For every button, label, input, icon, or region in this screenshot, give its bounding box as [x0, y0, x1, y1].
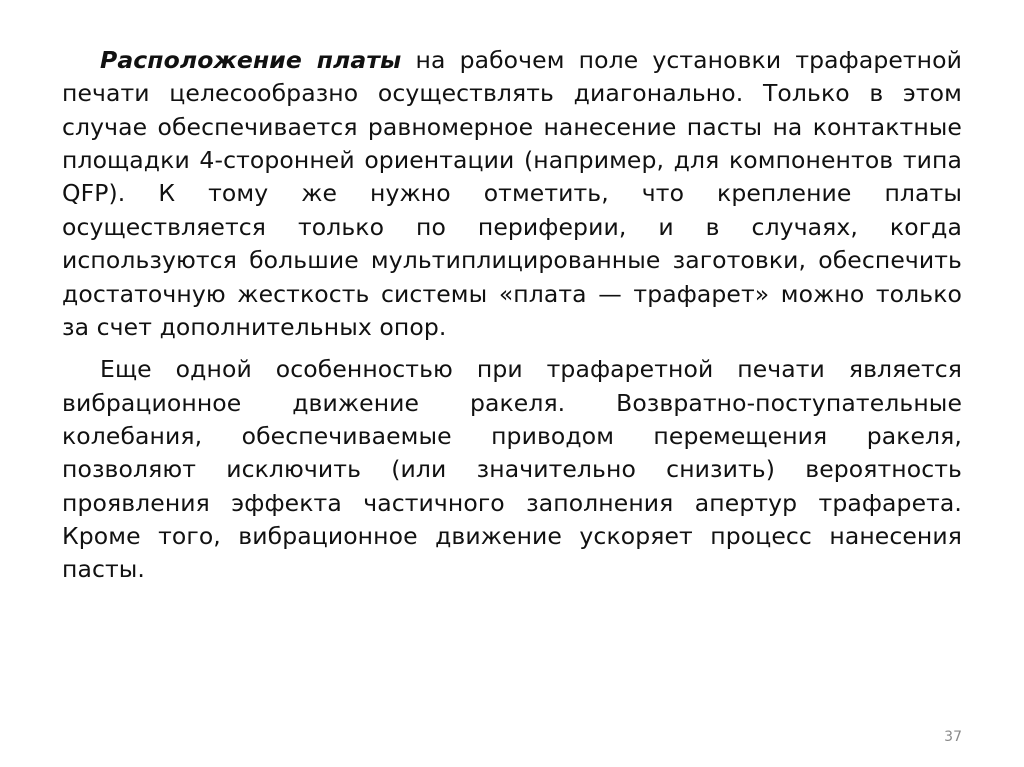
paragraph-1	[62, 44, 962, 344]
paragraph-2	[62, 353, 962, 587]
page-number: 37	[944, 729, 962, 745]
paragraph-1-lead: Расположение платы	[100, 46, 402, 74]
paragraph-1-text: на рабочем поле установки трафаретной печати целесообразно осуществлять диагонально. Только в этом случае обеспечивается равномерное нанесение пасты на контактные площадки 4-сторонней ориентации (например, для компонентов типа QFP). К тому же нужно отметить, что крепление платы осуществляется только по периферии, и в случаях, когда используются большие мультиплицированные заготовки, обеспечить достаточную жесткость системы «плата — трафарет» можно только за счет дополнительных опор.	[62, 46, 962, 341]
slide-body-text	[62, 44, 962, 587]
paragraph-2-text: Еще одной особенностью при трафаретной печати является вибрационное движение ракеля. Возвратно-поступательные колебания, обеспечиваемые приводом перемещения ракеля, позволяют исключить (или значительно снизить) вероятность проявления эффекта частичного заполнения апертур трафарета. Кроме того, вибрационное движение ускоряет процесс нанесения пасты.	[62, 355, 962, 584]
